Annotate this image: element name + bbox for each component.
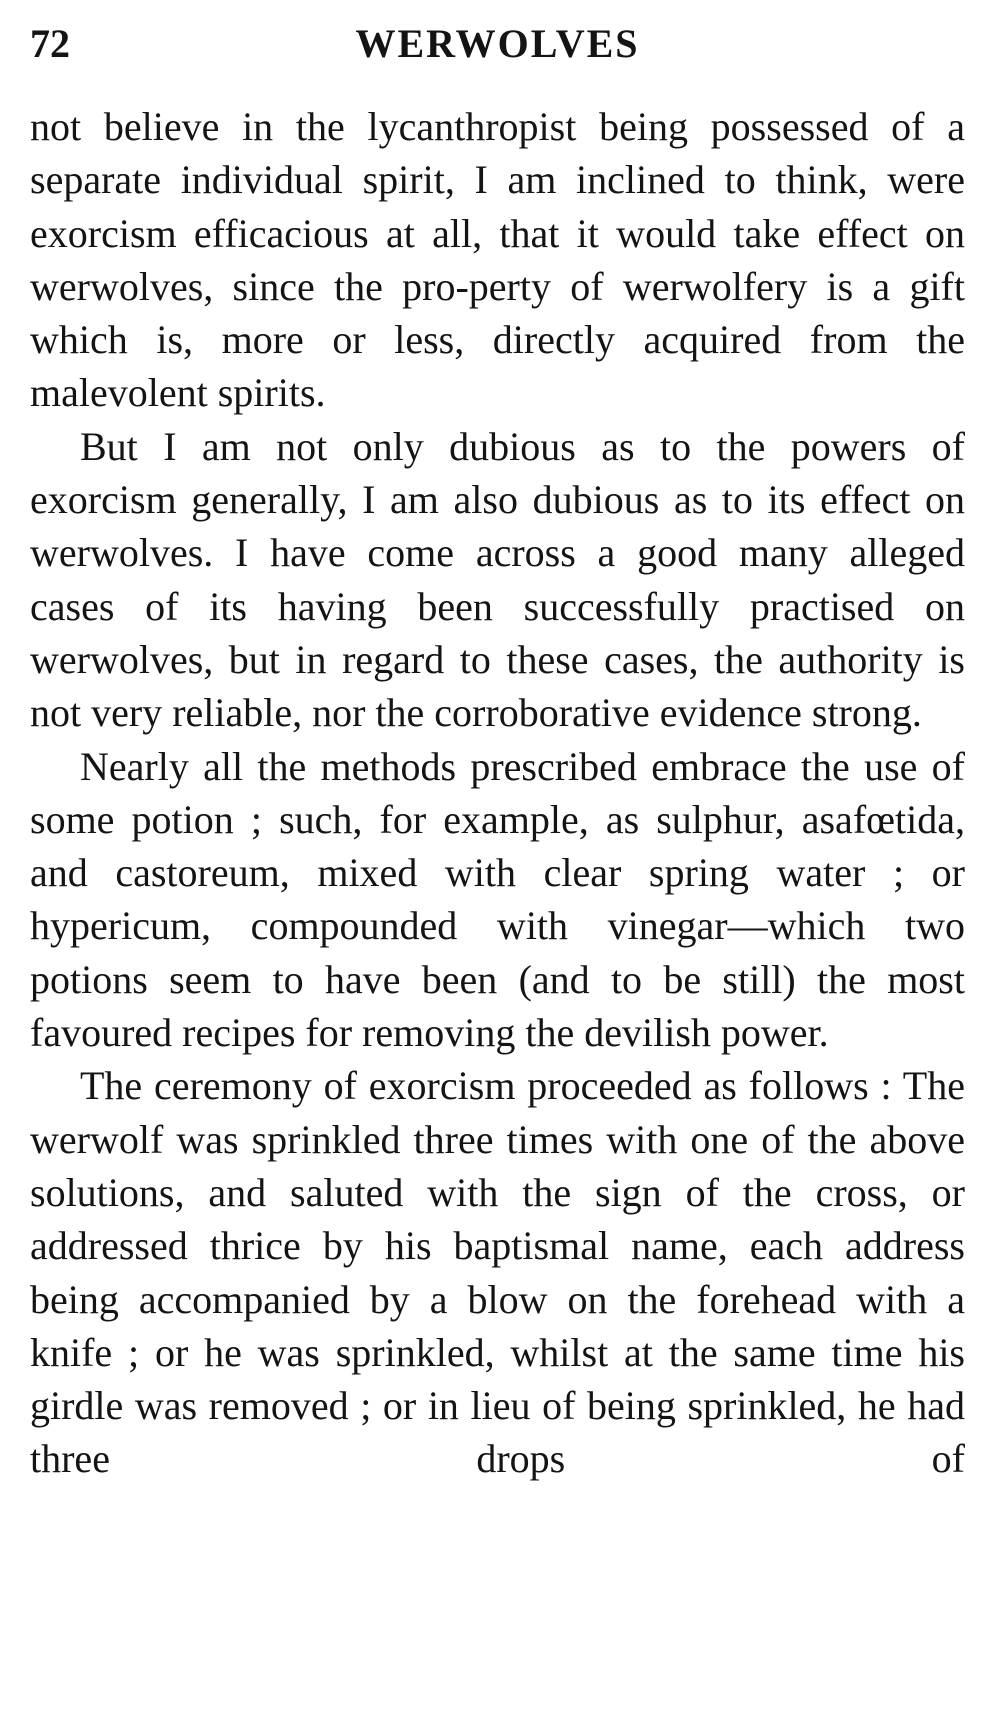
book-page: [30, 0, 965, 1717]
running-head: [30, 0, 965, 70]
paragraph: The ceremony of exorcism proceeded as follows : The werwolf was sprinkled three times with one of the above solutions, and saluted with the sign of the cross, or addressed thrice by his baptismal name, each address being accompanied by a blow on the forehead with a knife ; or he was sprinkled, whilst at the same time his girdle was removed ; or in lieu of being sprinkled, he had three drops of: [30, 1063, 965, 1482]
paragraph: But I am not only dubious as to the powers of exorcism generally, I am also dubious as to its effect on werwolves. I have come across a good many alleged cases of its having been successfully practised on werwolves, but in regard to these cases, the authority is not very reliable, nor the corroborative evidence strong.: [30, 423, 965, 736]
page-number: 72: [30, 21, 70, 66]
body-text: [30, 100, 965, 1486]
paragraph: Nearly all the methods prescribed embrace the use of some potion ; such, for example, as sulphur, asafœtida, and castoreum, mixed with clear spring water ; or hypericum, compounded with vinegar—which two potions seem to have been (and to be still) the most favoured recipes for removing the devilish power.: [30, 743, 965, 1056]
running-title: WERWOLVES: [355, 21, 640, 66]
paragraph: not believe in the lycanthropist being possessed of a separate individual spirit, I am inclined to think, were exorcism efficacious at all, that it would take effect on werwolves, since the pro-perty of werwolfery is a gift which is, more or less, directly acquired from the malevolent spirits.: [30, 104, 965, 416]
